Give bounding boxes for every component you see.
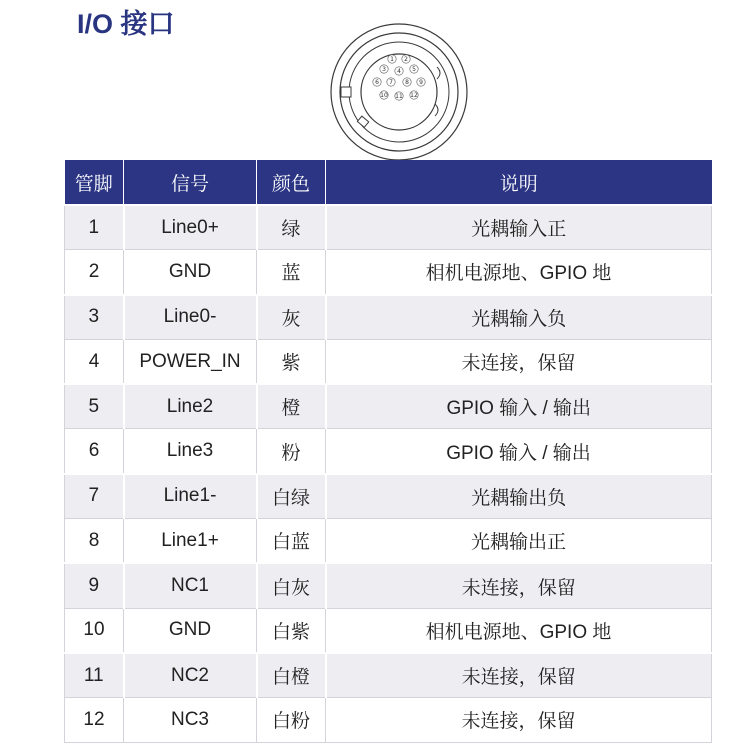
connector-pin-label: 10 bbox=[380, 92, 388, 99]
cell-color: 橙 bbox=[257, 384, 326, 429]
table-row bbox=[65, 295, 712, 340]
cell-signal: Line1- bbox=[124, 474, 257, 519]
cell-color: 蓝 bbox=[257, 250, 326, 295]
cell-signal: NC1 bbox=[124, 563, 257, 608]
cell-signal: Line2 bbox=[124, 384, 257, 429]
cell-description: 光耦输入正 bbox=[326, 205, 712, 250]
connector-pin-label: 7 bbox=[389, 79, 393, 86]
cell-pin: 4 bbox=[65, 339, 124, 384]
cell-signal: Line1+ bbox=[124, 519, 257, 564]
cell-description: 光耦输出正 bbox=[326, 519, 712, 564]
cell-description: 未连接，保留 bbox=[326, 563, 712, 608]
cell-pin: 2 bbox=[65, 250, 124, 295]
cell-color: 白绿 bbox=[257, 474, 326, 519]
connector-pin-label: 6 bbox=[375, 79, 379, 86]
header-signal: 信号 bbox=[124, 160, 257, 205]
cell-description: 相机电源地、GPIO 地 bbox=[326, 250, 712, 295]
table-header-row bbox=[65, 160, 712, 205]
cell-color: 紫 bbox=[257, 339, 326, 384]
connector-pin-label: 11 bbox=[395, 93, 403, 100]
cell-description: 未连接，保留 bbox=[326, 653, 712, 698]
cell-signal: GND bbox=[124, 250, 257, 295]
cell-color: 白紫 bbox=[257, 608, 326, 653]
cell-color: 白橙 bbox=[257, 653, 326, 698]
table-row bbox=[65, 653, 712, 698]
cell-description: 未连接，保留 bbox=[326, 339, 712, 384]
cell-description: 光耦输入负 bbox=[326, 295, 712, 340]
table-row bbox=[65, 250, 712, 295]
header-color: 颜色 bbox=[257, 160, 326, 205]
cell-pin: 9 bbox=[65, 563, 124, 608]
cell-description: GPIO 输入 / 输出 bbox=[326, 429, 712, 474]
header-pin: 管脚 bbox=[65, 160, 124, 205]
cell-description: 相机电源地、GPIO 地 bbox=[326, 608, 712, 653]
connector-pin-label: 9 bbox=[419, 79, 423, 86]
table-row bbox=[65, 608, 712, 653]
cell-pin: 5 bbox=[65, 384, 124, 429]
cell-pin: 11 bbox=[65, 653, 124, 698]
connector-pin-label: 1 bbox=[390, 56, 394, 63]
cell-pin: 6 bbox=[65, 429, 124, 474]
connector-pin-label: 2 bbox=[404, 56, 408, 63]
connector-pin-label: 12 bbox=[410, 92, 418, 99]
table-row bbox=[65, 519, 712, 564]
cell-pin: 3 bbox=[65, 295, 124, 340]
connector-pin-label: 5 bbox=[412, 66, 416, 73]
cell-signal: NC2 bbox=[124, 653, 257, 698]
table-row bbox=[65, 205, 712, 250]
table-row bbox=[65, 339, 712, 384]
cell-description: 未连接，保留 bbox=[326, 698, 712, 742]
cell-color: 白蓝 bbox=[257, 519, 326, 564]
cell-signal: POWER_IN bbox=[124, 339, 257, 384]
cell-signal: Line3 bbox=[124, 429, 257, 474]
cell-color: 绿 bbox=[257, 205, 326, 250]
table-row bbox=[65, 429, 712, 474]
table-row bbox=[65, 474, 712, 519]
cell-color: 白灰 bbox=[257, 563, 326, 608]
table-row bbox=[65, 698, 712, 742]
table-row bbox=[65, 563, 712, 608]
cell-pin: 12 bbox=[65, 698, 124, 742]
cell-description: 光耦输出负 bbox=[326, 474, 712, 519]
pinout-table bbox=[64, 160, 712, 743]
table-row bbox=[65, 384, 712, 429]
connector-pin-label: 4 bbox=[397, 68, 401, 75]
connector-pin-label: 8 bbox=[405, 79, 409, 86]
header-description: 说明 bbox=[326, 160, 712, 205]
cell-color: 白粉 bbox=[257, 698, 326, 742]
connector-pin-label: 3 bbox=[382, 66, 386, 73]
cell-signal: GND bbox=[124, 608, 257, 653]
connector-diagram bbox=[329, 22, 469, 162]
cell-pin: 1 bbox=[65, 205, 124, 250]
cell-signal: NC3 bbox=[124, 698, 257, 742]
cell-pin: 10 bbox=[65, 608, 124, 653]
cell-signal: Line0- bbox=[124, 295, 257, 340]
cell-color: 粉 bbox=[257, 429, 326, 474]
cell-color: 灰 bbox=[257, 295, 326, 340]
cell-signal: Line0+ bbox=[124, 205, 257, 250]
cell-pin: 7 bbox=[65, 474, 124, 519]
page-title: I/O 接口 bbox=[77, 9, 175, 39]
cell-pin: 8 bbox=[65, 519, 124, 564]
cell-description: GPIO 输入 / 输出 bbox=[326, 384, 712, 429]
